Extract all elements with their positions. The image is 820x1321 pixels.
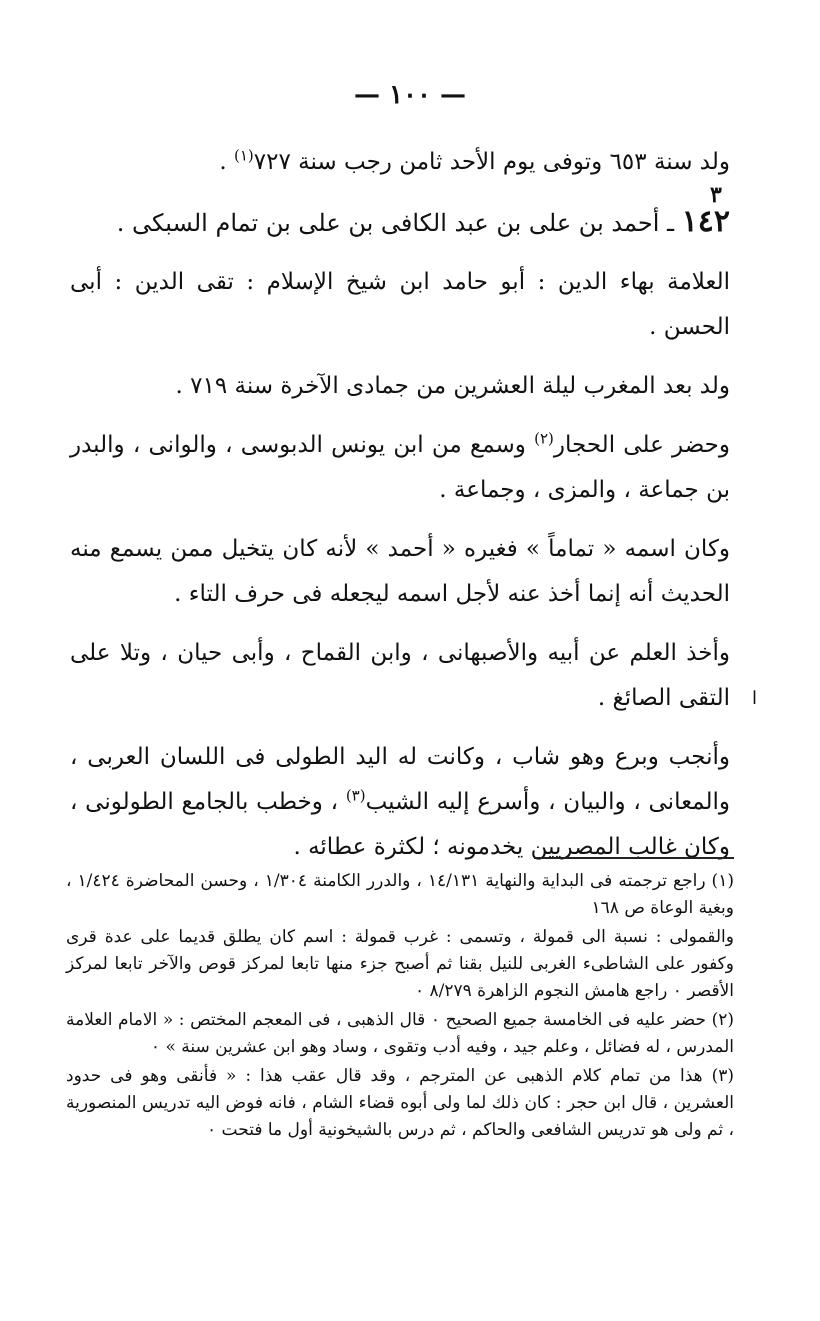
page-number: — ١٠٠ — — [353, 80, 467, 110]
paragraph-birth-death: ولد سنة ٦٥٣ وتوفى يوم الأحد ثامن رجب سنة ٧٢٧$^{(١)}$ . — [219, 146, 730, 175]
paragraph-name: وكان اسمه « تماماً » فغيره « أحمد » لأنه كان يتخيل ممن يسمع منه الحديث أنه إنما أخذ عنه لأجل اسمه ليجعله فى حرف التاء . — [70, 536, 730, 607]
footnote-1-continued: والقمولى : نسبة الى قمولة ، وتسمى : غرب قمولة : اسم كان يطلق قديما على عدة قرى وكفور على الشاطىء الغربى للنيل بقنا ثم أصبح جزء منها تابعا لمركز قوص والآخر تابعا لمركز الأقصر ٠ راجع هامش النجوم الزاهرة ٨/٢٧٩ ٠ — [66, 927, 734, 1001]
margin-dot: ا — [752, 688, 758, 709]
footnote-2: (٢) حضر عليه فى الخامسة جميع الصحيح ٠ قال الذهبى ، فى المعجم المختص : « الامام العلامة المدرس ، له فضائل ، وعلم جيد ، وفيه أدب وتقوى ، وساد وهو ابن عشرين سنة » ٠ — [66, 1010, 734, 1057]
footnote-divider — [534, 857, 734, 859]
entry-heading — [70, 199, 730, 246]
footnote-ref-1: (١) — [233, 146, 254, 165]
paragraph-learning: وأخذ العلم عن أبيه والأصبهانى ، وابن القماح ، وأبى حيان ، وتلا على التقى الصائغ . — [70, 640, 730, 711]
entry-name: ـ أحمد بن على بن عبد الكافى بن على بن تمام السبكى . — [116, 209, 682, 237]
footnote-3: (٣) هذا من تمام كلام الذهبى عن المترجم ، وقد قال عقب هذا : « فأنقى وهو فى حدود العشرين ، قال ابن حجر : كان ذلك لما ولى أبوه قضاء الشام ، فانه فوض اليه تدريس المنصورية ، ثم ولى هو تدريس الشافعى والحاكم ، ثم درس بالشيخونية أول ما فتحت ٠ — [66, 1066, 734, 1140]
footnote-1: (١) راجع ترجمته فى البداية والنهاية ١٤/١٣١ ، والدرر الكامنة ١/٣٠٤ ، وحسن المحاضرة ١/٤٢٤ ، وبغية الوعاة ص ١٦٨ — [66, 871, 734, 918]
main-text — [70, 140, 730, 884]
footnote-ref-3: (٣) — [345, 786, 366, 805]
paragraph-birth: ولد بعد المغرب ليلة العشرين من جمادى الآخرة سنة ٧١٩ . — [175, 373, 730, 399]
margin-mark: ٣ — [710, 182, 722, 208]
footnotes — [66, 868, 734, 1146]
paragraph-titles: العلامة بهاء الدين : أبو حامد ابن شيخ الإسلام : تقى الدين : أبى الحسن . — [70, 269, 730, 340]
paragraph-teachers: وحضر على الحجار$^{(٢)}$ وسمع من ابن يونس الدبوسى ، والوانى ، والبدر بن جماعة ، والمزى ، وجماعة . — [70, 429, 730, 503]
footnote-ref-2: (٢) — [534, 429, 554, 448]
paragraph-career: وأنجب وبرع وهو شاب ، وكانت له اليد الطولى فى اللسان العربى ، والمعانى ، والبيان ، وأسرع إليه الشيب$^{(٣)}$ ، وخطب بالجامع الطولونى ، وكان غالب المصريين يخدمونه ؛ لكثرة عطائه . — [70, 744, 730, 860]
entry-number: ١٤٢ — [681, 204, 730, 239]
